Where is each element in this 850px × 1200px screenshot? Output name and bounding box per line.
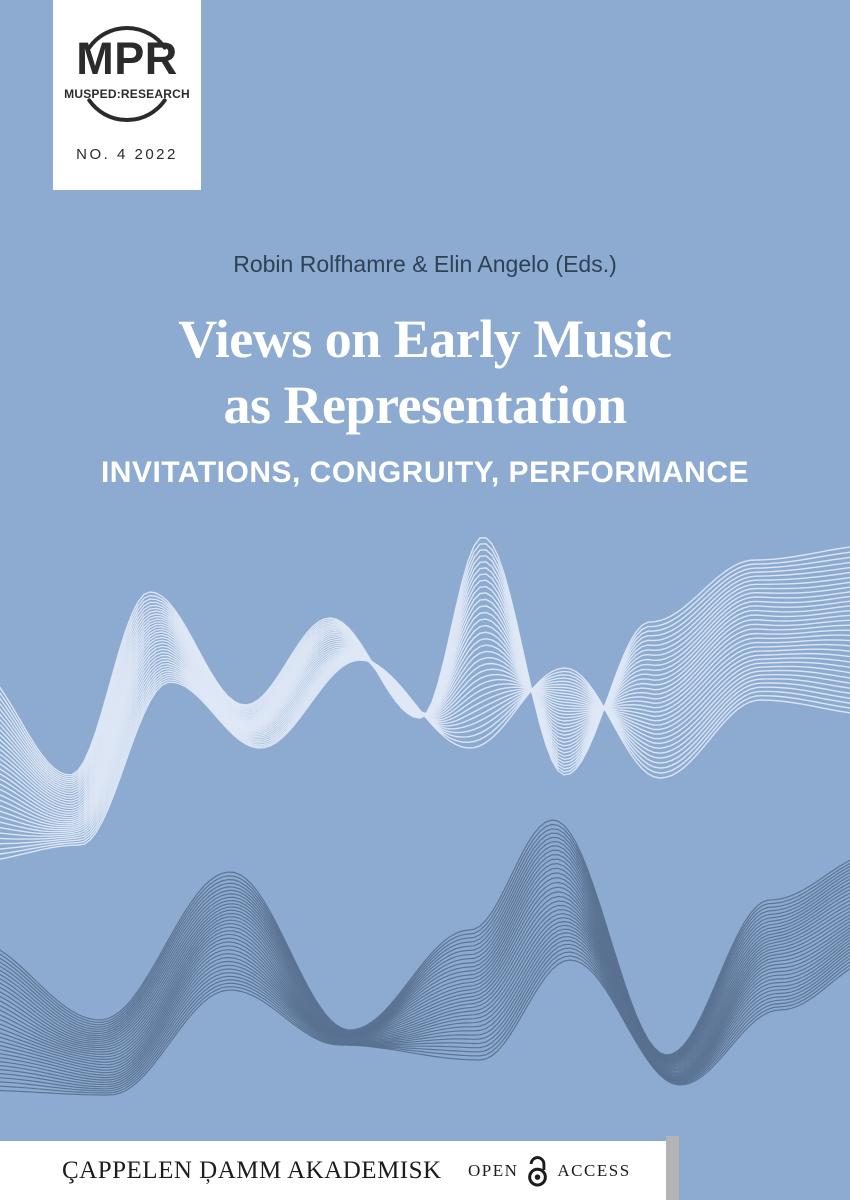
open-label: OPEN <box>468 1160 519 1180</box>
open-access-logo <box>468 1141 631 1200</box>
book-title <box>0 306 850 438</box>
open-lock-icon <box>525 1154 550 1188</box>
footer-bar <box>0 1141 666 1200</box>
book-title-line1: Views on Early Music <box>178 309 672 369</box>
editors-line: Robin Rolfhamre & Elin Angelo (Eds.) <box>233 251 617 277</box>
access-label: ACCESS <box>557 1160 631 1180</box>
mpr-acronym: MPR <box>76 33 178 84</box>
mpr-subname: MUSPED:RESEARCH <box>64 87 190 101</box>
mpr-series-badge <box>53 0 201 190</box>
light-wave-art <box>0 538 850 862</box>
publisher-logo-text: ÇAPPELEN ḐAMM AKADEMISK <box>62 1157 442 1184</box>
dark-wave-art <box>0 820 850 1095</box>
book-subtitle: INVITATIONS, CONGRUITY, PERFORMANCE <box>100 456 750 489</box>
footer-edge-shadow <box>666 1136 679 1200</box>
issue-number: NO. 4 2022 <box>76 146 178 163</box>
book-title-line2: as Representation <box>223 375 627 435</box>
